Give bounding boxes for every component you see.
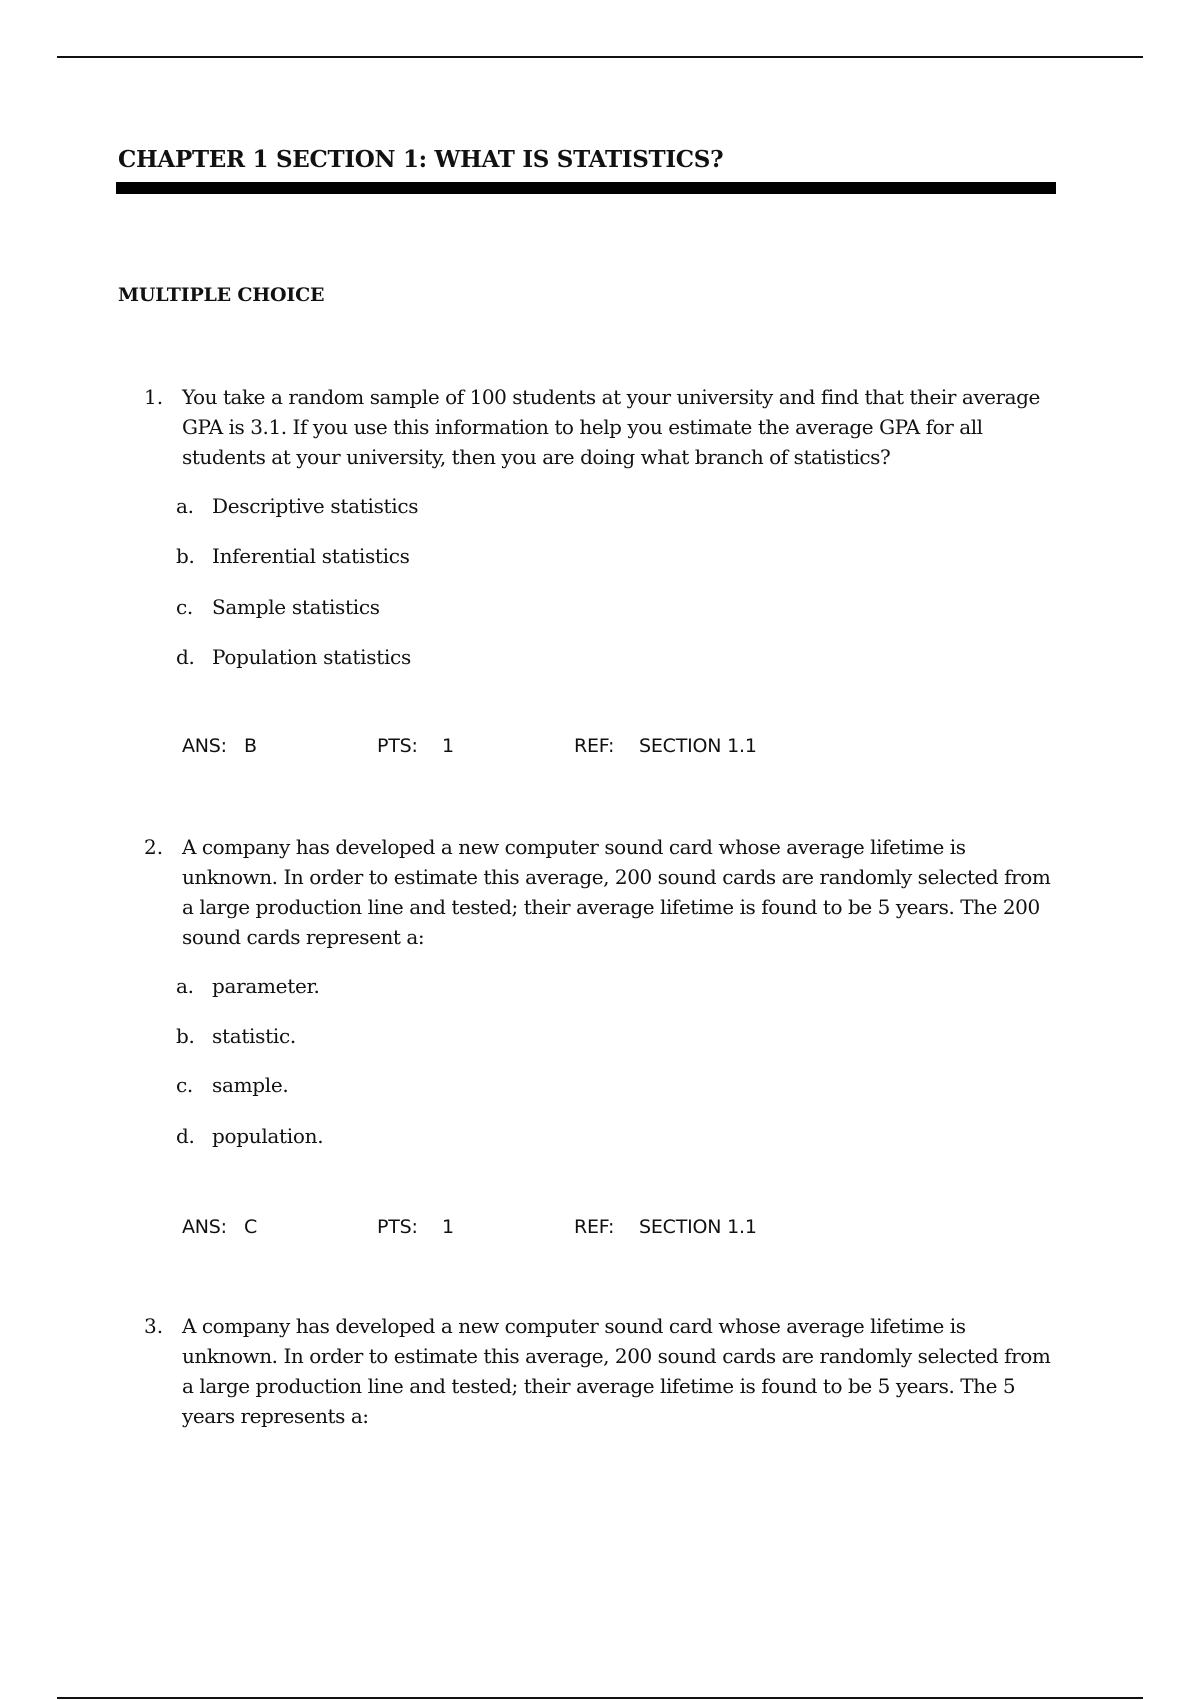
ans-label: ANS:: [182, 735, 227, 757]
option-letter: b.: [176, 1024, 195, 1048]
pts-value: 1: [442, 1216, 454, 1238]
option-letter: d.: [176, 645, 195, 669]
option-text: Descriptive statistics: [212, 494, 419, 518]
question-number: 1.: [144, 385, 164, 409]
option-letter: c.: [176, 1073, 193, 1097]
question-text: You take a random sample of 100 students at your university and find that their average GPA is 3.1. If you use this information to help you estimate the average GPA for all students at your university, then you are doing what branch of statistics?: [182, 385, 1040, 469]
pts-label: PTS:: [377, 735, 418, 757]
ans-label: ANS:: [182, 1216, 227, 1238]
option-text: parameter.: [212, 974, 320, 998]
ref-value: SECTION 1.1: [639, 1216, 757, 1238]
question-text: A company has developed a new computer sound card whose average lifetime is unknown. In order to estimate this average, 200 sound cards are randomly selected from a large production line and tested; their average lifetime is found to be 5 years. The 200 sound cards represent a:: [182, 835, 1051, 949]
option-text: statistic.: [212, 1024, 296, 1048]
option-letter: a.: [176, 494, 194, 518]
option-letter: a.: [176, 974, 194, 998]
option-text: Population statistics: [212, 645, 411, 669]
question-number: 3.: [144, 1314, 164, 1338]
section-heading: MULTIPLE CHOICE: [118, 284, 325, 306]
option-text: Sample statistics: [212, 595, 380, 619]
ref-label: REF:: [574, 735, 615, 757]
question-text: A company has developed a new computer sound card whose average lifetime is unknown. In order to estimate this average, 200 sound cards are randomly selected from a large production line and tested; their average lifetime is found to be 5 years. The 5 years represents a:: [182, 1314, 1051, 1428]
ref-label: REF:: [574, 1216, 615, 1238]
pts-value: 1: [442, 735, 454, 757]
option-letter: c.: [176, 595, 193, 619]
chapter-title: CHAPTER 1 SECTION 1: WHAT IS STATISTICS?: [118, 146, 724, 173]
pts-label: PTS:: [377, 1216, 418, 1238]
option-letter: d.: [176, 1124, 195, 1148]
option-text: sample.: [212, 1073, 289, 1097]
option-text: Inferential statistics: [212, 544, 410, 568]
option-letter: b.: [176, 544, 195, 568]
question-number: 2.: [144, 835, 164, 859]
page-bottom-rule: [57, 1697, 1143, 1699]
ans-value: C: [244, 1216, 258, 1238]
ans-value: B: [244, 735, 257, 757]
title-underline-bar: [116, 182, 1056, 194]
option-text: population.: [212, 1124, 324, 1148]
ref-value: SECTION 1.1: [639, 735, 757, 757]
page-top-rule: [57, 56, 1143, 58]
